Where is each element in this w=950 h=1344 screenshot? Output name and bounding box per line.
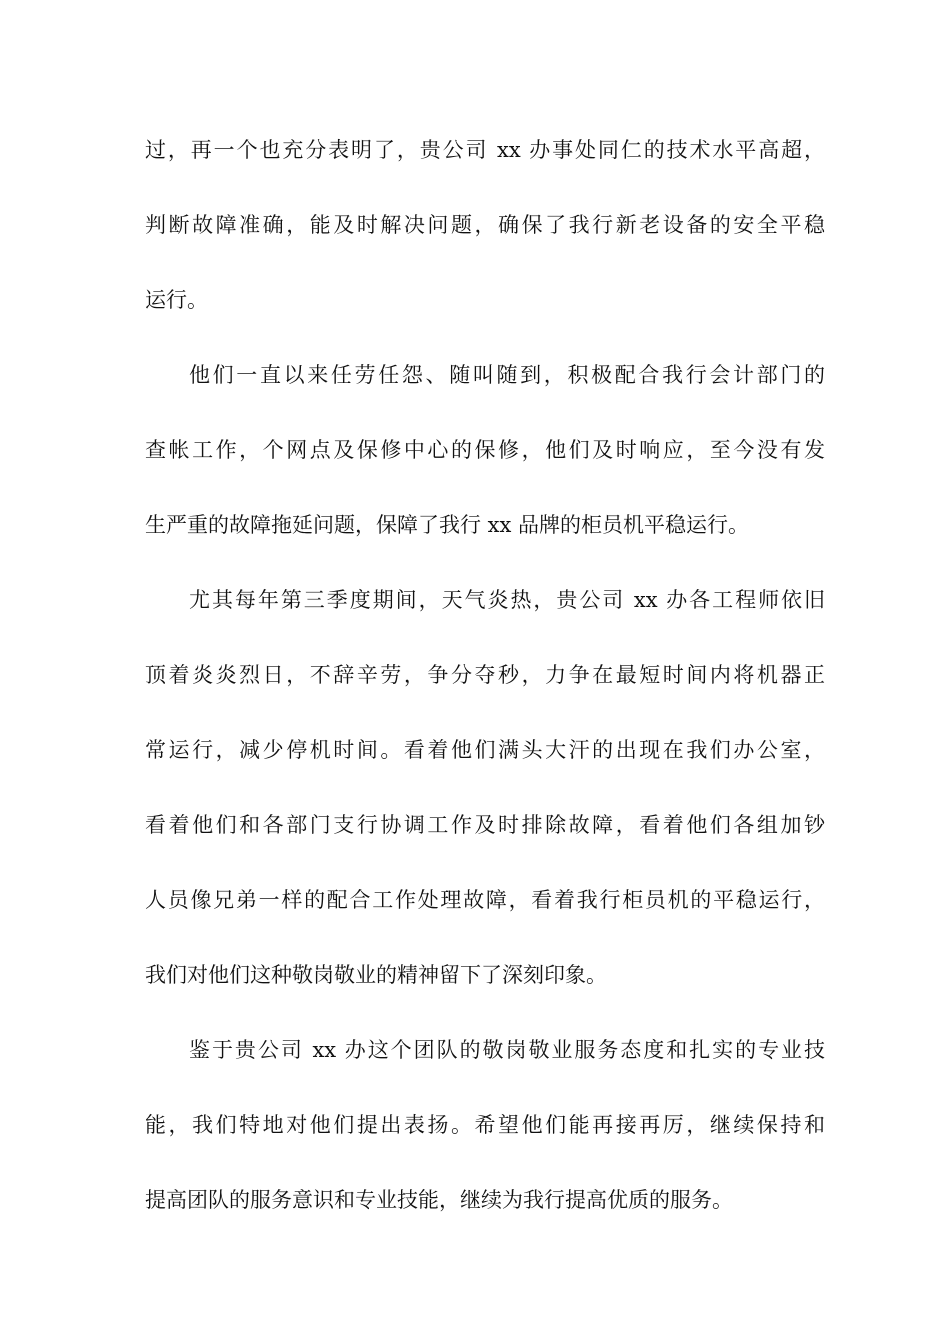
paragraph-start-line: 他们一直以来任劳任怨、随叫随到，积极配合我行会计部门的 — [189, 363, 825, 387]
text-line: 判断故障准确，能及时解决问题，确保了我行新老设备的安全平稳 — [145, 213, 825, 237]
text-line: 看着他们和各部门支行协调工作及时排除故障，看着他们各组加钞 — [145, 813, 825, 837]
text-line: 查帐工作，个网点及保修中心的保修，他们及时响应，至今没有发 — [145, 438, 825, 462]
text-line: 生严重的故障拖延问题，保障了我行 xx 品牌的柜员机平稳运行。 — [145, 513, 750, 537]
text-line: 能，我们特地对他们提出表扬。希望他们能再接再厉，继续保持和 — [145, 1113, 825, 1137]
paragraph-start-line: 鉴于贵公司 xx 办这个团队的敬岗敬业服务态度和扎实的专业技 — [189, 1038, 825, 1062]
text-line: 常运行，减少停机时间。看着他们满头大汗的出现在我们办公室， — [145, 738, 825, 762]
text-line: 顶着炎炎烈日，不辞辛劳，争分夺秒，力争在最短时间内将机器正 — [145, 663, 825, 687]
paragraph-start-line: 尤其每年第三季度期间，天气炎热，贵公司 xx 办各工程师依旧 — [189, 588, 825, 612]
text-line: 人员像兄弟一样的配合工作处理故障，看着我行柜员机的平稳运行， — [145, 888, 825, 912]
text-line: 提高团队的服务意识和专业技能，继续为我行提高优质的服务。 — [145, 1188, 733, 1212]
text-line: 过，再一个也充分表明了，贵公司 xx 办事处同仁的技术水平高超， — [145, 138, 825, 162]
body-text — [145, 132, 825, 1257]
text-line: 运行。 — [145, 288, 208, 312]
text-line: 我们对他们这种敬岗敬业的精神留下了深刻印象。 — [145, 963, 607, 987]
